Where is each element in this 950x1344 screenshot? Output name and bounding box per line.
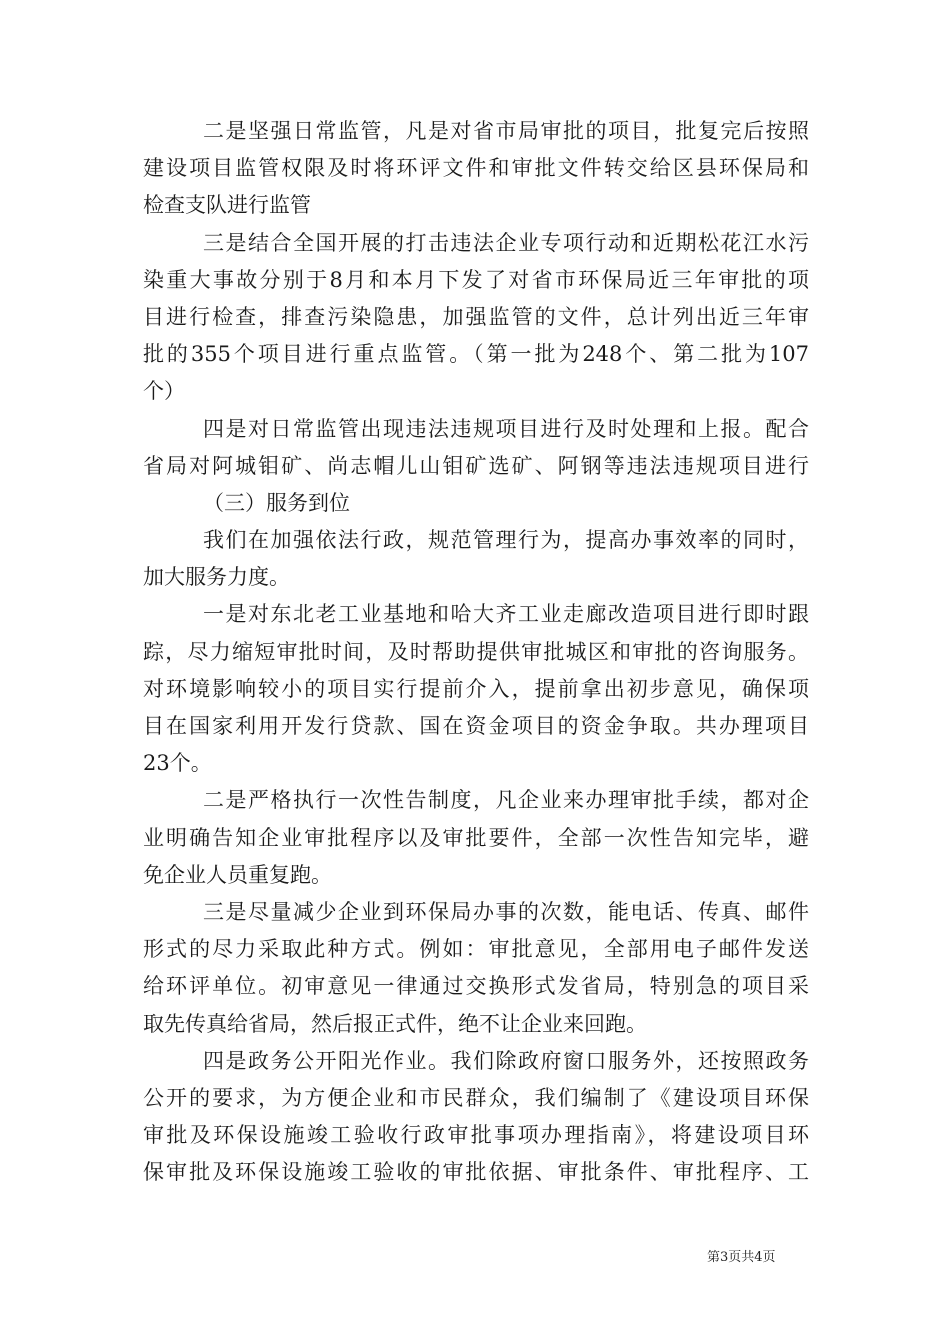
text-line: 审批及环保设施竣工验收行政审批事项办理指南》，将建设项目环 [143, 1123, 809, 1148]
document-body [143, 113, 809, 1191]
text-line: 四是政务公开阳光作业。我们除政府窗口服务外，还按照政务 [203, 1048, 809, 1073]
text-line: 23个。 [143, 751, 212, 776]
text-line: 二是坚强日常监管，凡是对省市局审批的项目，批复完后按照 [203, 119, 809, 143]
text-line: 三是尽量减少企业到环保局办事的次数，能电话、传真、邮件 [203, 899, 809, 924]
text-line: 建设项目监管权限及时将环评文件和审批文件转交给区县环保局和 [143, 156, 809, 181]
text-line: 对环境影响较小的项目实行提前介入，提前拿出初步意见，确保项 [143, 676, 809, 701]
text-line: 目在国家利用开发行贷款、国在资金项目的资金争取。共办理项目 [143, 714, 809, 738]
text-line: 我们在加强依法行政，规范管理行为，提高办事效率的同时， [203, 528, 809, 553]
text-line: 踪，尽力缩短审批时间，及时帮助提供审批城区和审批的咨询服务。 [143, 639, 809, 664]
text-line: 批的355个项目进行重点监管。（第一批为248个、第二批为107 [143, 342, 809, 367]
text-line: 个） [143, 379, 185, 404]
page-number: 第3页共4页 [707, 1250, 776, 1265]
text-line: 给环评单位。初审意见一律通过交换形式发省局，特别急的项目采 [143, 974, 809, 999]
text-line: 二是严格执行一次性告制度，凡企业来办理审批手续，都对企 [203, 788, 809, 813]
text-line: 保审批及环保设施竣工验收的审批依据、审批条件、审批程序、工 [143, 1160, 809, 1185]
text-line: 检查支队进行监管 [143, 193, 311, 218]
text-line: 加大服务力度。 [143, 565, 290, 590]
text-line: 业明确告知企业审批程序以及审批要件，全部一次性告知完毕，避 [143, 825, 809, 850]
text-line: 染重大事故分别于8月和本月下发了对省市环保局近三年审批的项 [143, 267, 809, 292]
text-line: 取先传真给省局，然后报正式件，绝不让企业来回跑。 [143, 1011, 647, 1036]
text-line: 形式的尽力采取此种方式。例如：审批意见，全部用电子邮件发送 [143, 937, 809, 962]
text-line: 一是对东北老工业基地和哈大齐工业走廊改造项目进行即时跟 [203, 602, 809, 627]
text-line: 三是结合全国开展的打击违法企业专项行动和近期松花江水污 [203, 230, 809, 255]
text-line: 公开的要求，为方便企业和市民群众，我们编制了《建设项目环保 [143, 1085, 809, 1110]
section-heading: （三）服务到位 [203, 490, 350, 515]
text-line: 四是对日常监管出现违法违规项目进行及时处理和上报。配合 [203, 416, 809, 441]
text-line: 省局对阿城钼矿、尚志帽儿山钼矿选矿、阿钢等违法违规项目进行 [143, 453, 809, 478]
text-line: 免企业人员重复跑。 [143, 862, 332, 887]
text-line: 目进行检查，排查污染隐患，加强监管的文件，总计列出近三年审 [143, 304, 809, 329]
